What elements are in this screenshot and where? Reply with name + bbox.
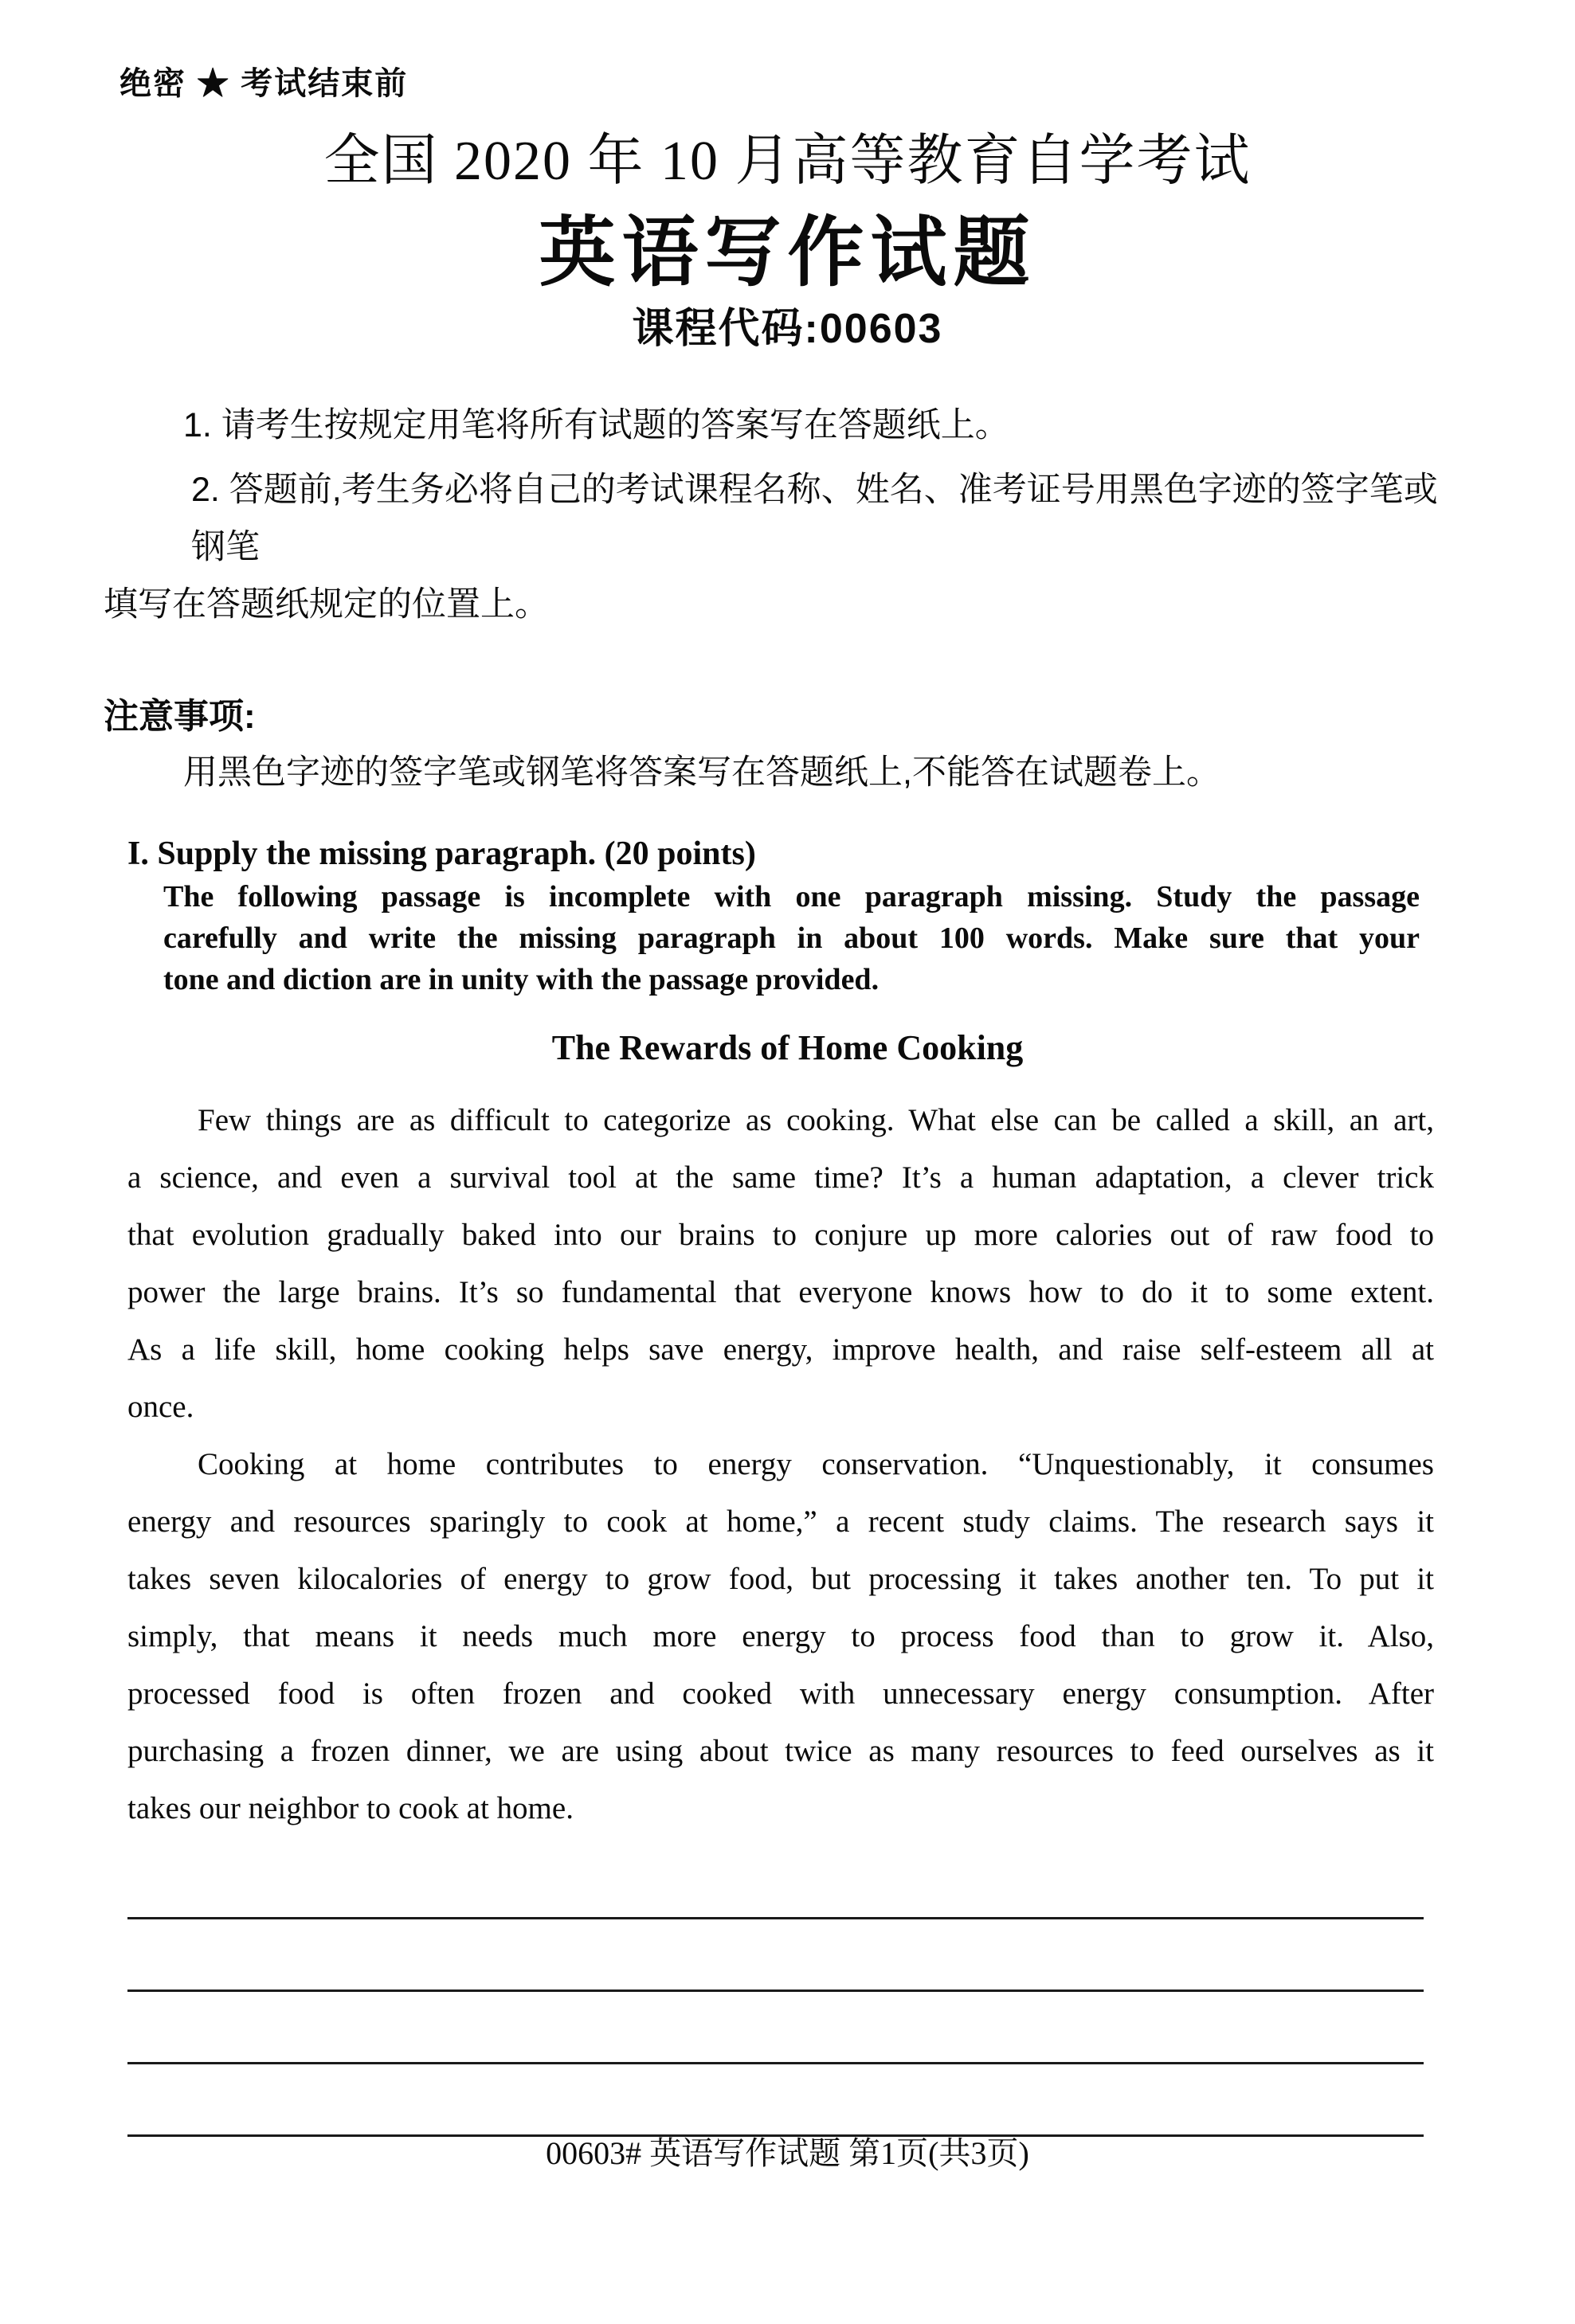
exam-title: 全国 2020 年 10 月高等教育自学考试 — [323, 131, 1252, 192]
paragraph-2-line-2: energy and resources sparingly to cook at home,” a recent study claims. The research says it — [127, 1504, 1434, 1539]
paragraph-1-line-6: once. — [127, 1390, 194, 1424]
general-instruction-2 — [104, 461, 1456, 633]
notice-heading: 注意事项: — [104, 697, 256, 736]
paragraph-1-line-2: a science, and even a survival tool at the same time? It’s a human adaptation, a clever trick — [127, 1160, 1434, 1195]
paragraph-2-line-7: takes our neighbor to cook at home. — [127, 1791, 574, 1825]
section1-directions-line-2: carefully and write the missing paragraph in about 100 words. Make sure that your — [163, 921, 1420, 955]
answer-line-3 — [127, 2062, 1424, 2064]
paragraph-1-line-5: As a life skill, home cooking helps save energy, improve health, and raise self-esteem all at — [127, 1332, 1434, 1367]
page-footer: 00603# 英语写作试题 第1页(共3页) — [546, 2135, 1029, 2171]
section1-directions — [163, 876, 1420, 1000]
paragraph-2-line-1: Cooking at home contributes to energy conservation. “Unquestionably, it consumes — [198, 1447, 1434, 1481]
paragraph-1-line-4: power the large brains. It’s so fundamental that everyone knows how to do it to some extent. — [127, 1275, 1434, 1309]
section1-heading: I. Supply the missing paragraph. (20 points) — [127, 835, 756, 872]
general-instruction-2-line-2: 填写在答题纸规定的位置上。 — [104, 585, 549, 624]
passage-paragraph-2 — [127, 1436, 1434, 1837]
section1-directions-line-3: tone and diction are in unity with the passage provided. — [163, 963, 880, 996]
answer-writing-area — [127, 1917, 1424, 2137]
paragraph-2-line-6: purchasing a frozen dinner, we are using about twice as many resources to feed ourselves as it — [127, 1734, 1434, 1768]
passage-paragraph-1 — [127, 1092, 1434, 1436]
general-instruction-2-line-1: 2. 答题前,考生务必将自己的考试课程名称、姓名、准考证号用黑色字迹的签字笔或钢笔 — [191, 471, 1438, 566]
paragraph-1-line-3: that evolution gradually baked into our brains to conjure up more calories out of raw food to — [127, 1218, 1434, 1252]
notice-body: 用黑色字迹的签字笔或钢笔将答案写在答题纸上,不能答在试题卷上。 — [183, 753, 1220, 792]
paragraph-2-line-5: processed food is often frozen and cooked with unnecessary energy consumption. After — [127, 1676, 1434, 1711]
section1-directions-line-1: The following passage is incomplete with one paragraph missing. Study the passage — [163, 880, 1420, 914]
classification-banner: 绝密 ★ 考试结束前 — [119, 66, 409, 101]
passage-title: The Rewards of Home Cooking — [551, 1028, 1024, 1067]
paragraph-1-line-1: Few things are as difficult to categorize as cooking. What else can be called a skill, an art, — [198, 1103, 1434, 1137]
general-instruction-1: 1. 请考生按规定用笔将所有试题的答案写在答题纸上。 — [183, 406, 1009, 444]
course-code: 课程代码:00603 — [632, 306, 943, 352]
paragraph-2-line-4: simply, that means it needs much more energy to process food than to grow it. Also, — [127, 1619, 1434, 1653]
answer-line-2 — [127, 1989, 1424, 1992]
paper-title: 英语写作试题 — [539, 210, 1036, 295]
paragraph-2-line-3: takes seven kilocalories of energy to grow food, but processing it takes another ten. To put it — [127, 1562, 1434, 1596]
answer-line-1 — [127, 1917, 1424, 1919]
